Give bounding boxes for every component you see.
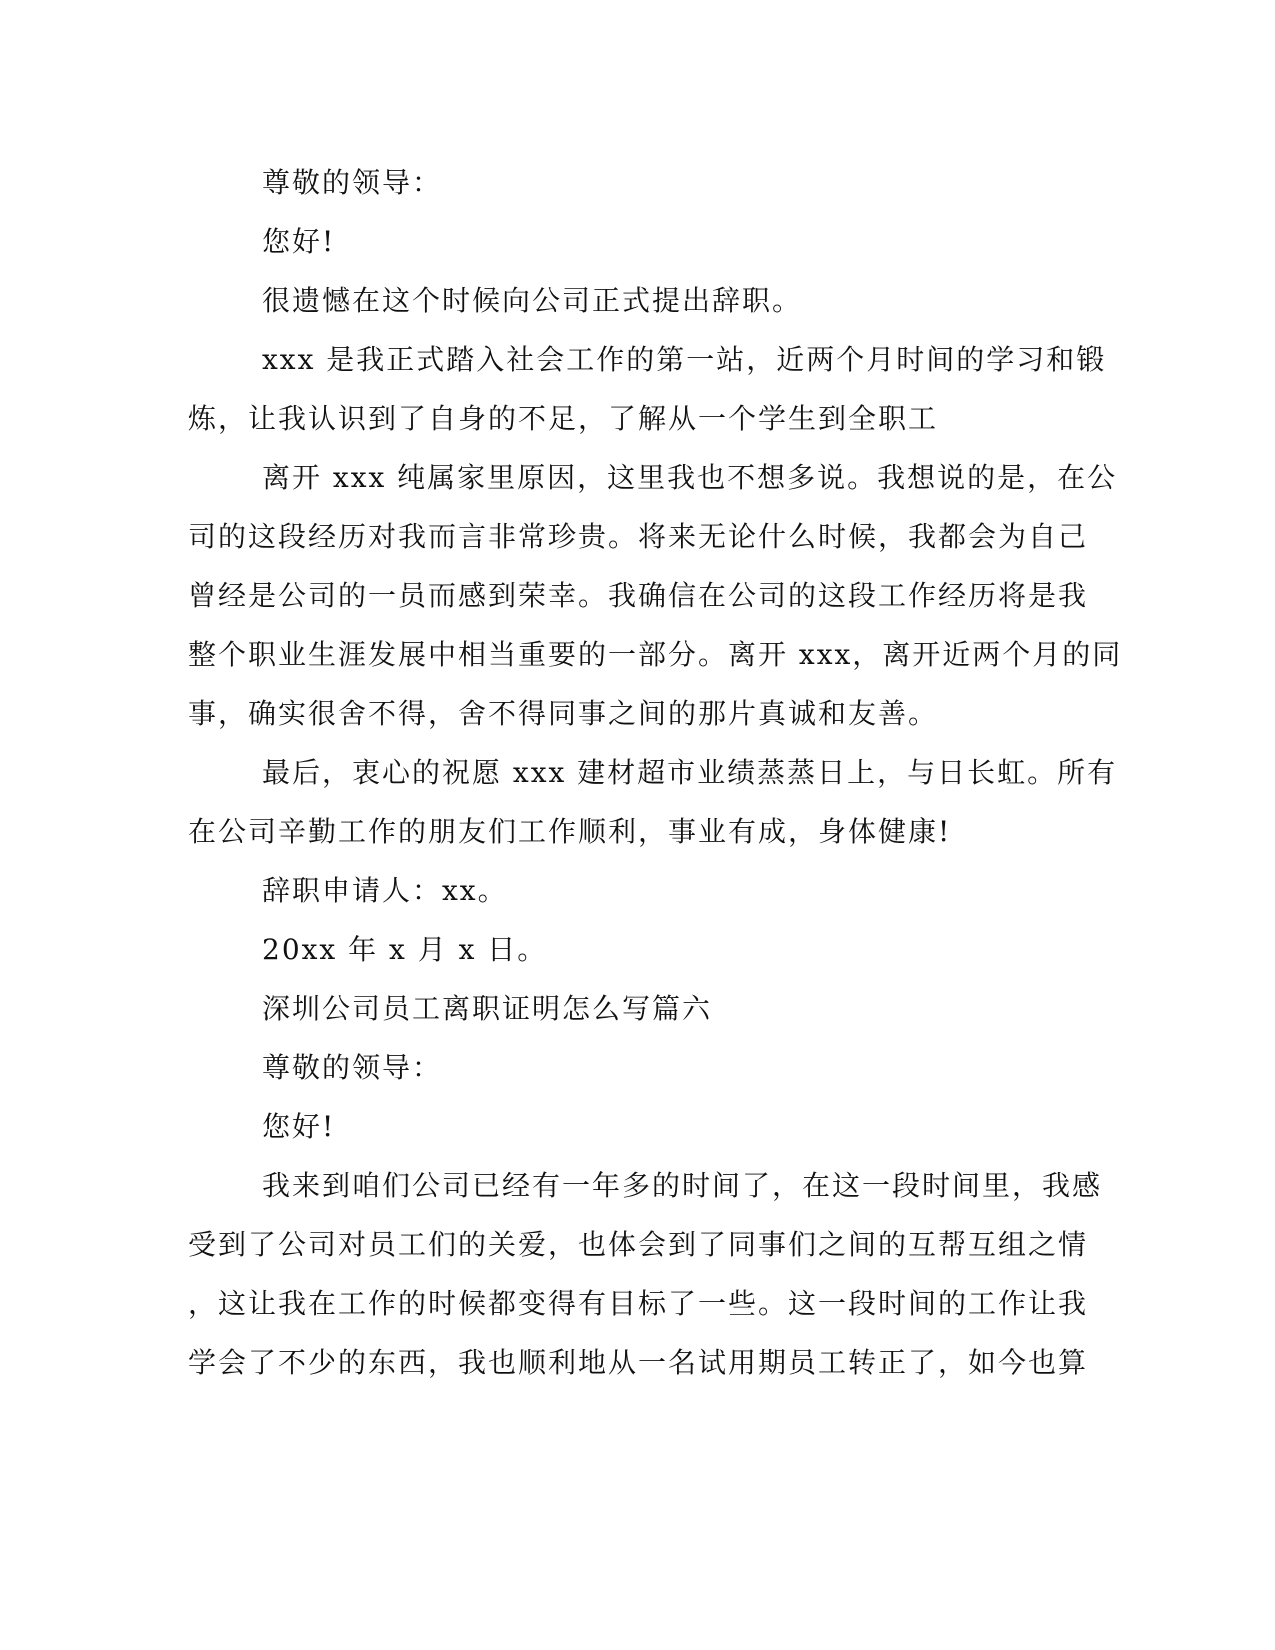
paragraph-line: 曾经是公司的一员而感到荣幸。我确信在公司的这段工作经历将是我 <box>188 579 1089 612</box>
paragraph-line: 学会了不少的东西，我也顺利地从一名试用期员工转正了，如今也算 <box>188 1346 1089 1379</box>
paragraph-line: xxx 是我正式踏入社会工作的第一站，近两个月时间的学习和锻 <box>262 343 1107 376</box>
paragraph-line: 受到了公司对员工们的关爱，也体会到了同事们之间的互帮互组之情 <box>188 1228 1089 1261</box>
section-heading: 深圳公司员工离职证明怎么写篇六 <box>262 992 713 1025</box>
paragraph-line: 事，确实很舍不得，舍不得同事之间的那片真诚和友善。 <box>188 697 939 730</box>
paragraph-line: 炼，让我认识到了自身的不足，了解从一个学生到全职工 <box>188 402 939 435</box>
paragraph-line: 最后，衷心的祝愿 xxx 建材超市业绩蒸蒸日上，与日长虹。所有 <box>262 756 1118 789</box>
paragraph-line: 在公司辛勤工作的朋友们工作顺利，事业有成，身体健康! <box>188 815 952 848</box>
paragraph-line: 司的这段经历对我而言非常珍贵。将来无论什么时候，我都会为自己 <box>188 520 1089 553</box>
signature-line: 辞职申请人：xx。 <box>262 874 508 907</box>
paragraph-line: 整个职业生涯发展中相当重要的一部分。离开 xxx，离开近两个月的同 <box>188 638 1123 671</box>
greeting: 您好! <box>262 1110 336 1143</box>
paragraph-line: 我来到咱们公司已经有一年多的时间了，在这一段时间里，我感 <box>262 1169 1103 1202</box>
salutation: 尊敬的领导： <box>262 1051 443 1084</box>
date-line: 20xx 年 x 月 x 日。 <box>262 933 548 966</box>
salutation: 尊敬的领导： <box>262 166 443 199</box>
paragraph-line: ，这让我在工作的时候都变得有目标了一些。这一段时间的工作让我 <box>188 1287 1089 1320</box>
paragraph-line: 很遗憾在这个时候向公司正式提出辞职。 <box>262 284 803 317</box>
paragraph-line: 离开 xxx 纯属家里原因，这里我也不想多说。我想说的是，在公 <box>262 461 1118 494</box>
greeting: 您好! <box>262 225 336 258</box>
